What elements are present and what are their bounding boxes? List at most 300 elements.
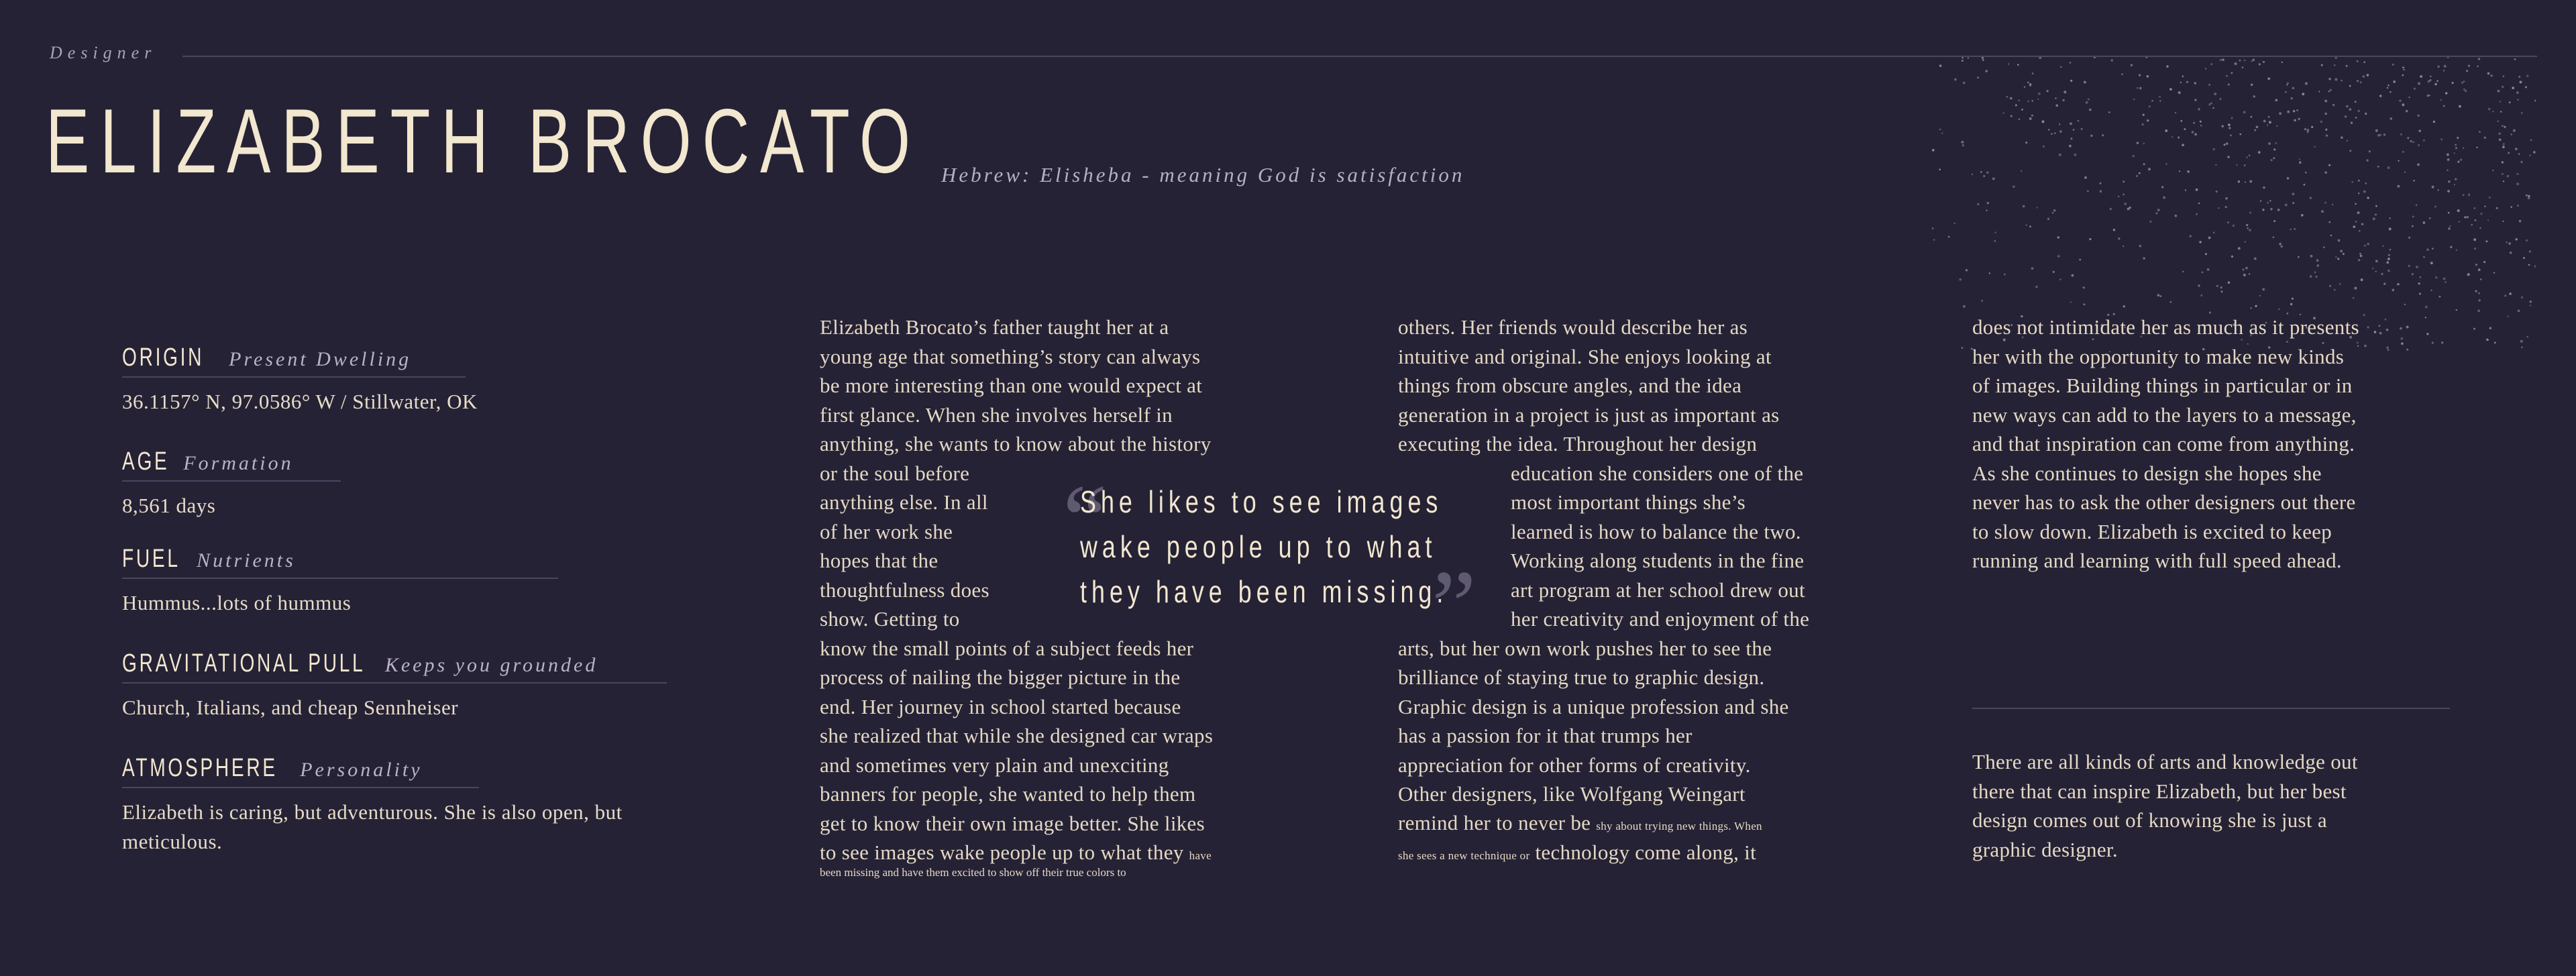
texture-dot xyxy=(2287,83,2289,85)
texture-dot xyxy=(2358,110,2360,112)
texture-dot xyxy=(2249,180,2252,183)
article-text-small: shy about trying new things. When xyxy=(1596,820,1762,832)
texture-dot xyxy=(2169,88,2172,91)
texture-dot xyxy=(2118,196,2119,197)
texture-dot xyxy=(2057,255,2059,257)
texture-dot xyxy=(2263,186,2265,189)
texture-dot xyxy=(2298,256,2300,258)
fact-value: Church, Italians, and cheap Sennheiser xyxy=(122,696,459,719)
texture-dot xyxy=(2063,91,2066,93)
texture-dot xyxy=(2529,155,2530,156)
texture-dot xyxy=(2413,180,2415,182)
texture-dot xyxy=(2148,168,2151,170)
close-quote-mark: ” xyxy=(1432,550,1477,661)
texture-dot xyxy=(2383,133,2385,135)
texture-dot xyxy=(2408,265,2410,267)
texture-dot xyxy=(2207,268,2210,271)
texture-dot xyxy=(2359,253,2361,255)
texture-dot xyxy=(2399,99,2402,102)
texture-dot xyxy=(2530,301,2532,303)
texture-dot xyxy=(2447,169,2448,170)
texture-dot xyxy=(2235,62,2237,65)
texture-dot xyxy=(2273,220,2275,222)
texture-dot xyxy=(2339,283,2341,284)
texture-dot xyxy=(1962,144,1965,147)
article-line: of her work she xyxy=(820,519,953,543)
texture-dot xyxy=(2494,342,2496,344)
article-line: does not intimidate her as much as it presents xyxy=(1972,315,2359,339)
texture-dot xyxy=(2149,221,2151,223)
texture-dot xyxy=(2306,129,2309,131)
texture-dot xyxy=(2208,237,2211,239)
texture-dot xyxy=(2280,245,2283,248)
texture-dot xyxy=(2517,205,2519,207)
texture-dot xyxy=(2269,200,2271,201)
texture-dot xyxy=(2185,189,2186,191)
texture-dot xyxy=(2432,341,2434,343)
texture-dot xyxy=(2503,180,2504,182)
texture-dot xyxy=(1932,149,1935,152)
fact-rule xyxy=(122,578,558,579)
texture-dot xyxy=(2390,117,2392,119)
texture-dot xyxy=(2489,327,2491,329)
texture-dot xyxy=(2430,76,2431,77)
texture-dot xyxy=(2251,84,2253,86)
article-line: appreciation for other forms of creativity. xyxy=(1398,753,1751,777)
texture-dot xyxy=(2079,259,2081,261)
texture-dot xyxy=(2225,197,2228,200)
texture-dot xyxy=(2479,227,2481,229)
texture-dot xyxy=(2507,175,2509,177)
texture-dot xyxy=(2231,117,2233,119)
texture-dot xyxy=(2142,123,2144,125)
texture-dot xyxy=(2247,227,2249,229)
texture-dot xyxy=(2448,180,2450,182)
texture-dot xyxy=(2454,184,2455,185)
texture-dot xyxy=(2329,285,2331,287)
texture-dot xyxy=(2037,207,2038,208)
texture-dot xyxy=(2349,108,2351,111)
texture-dot xyxy=(2456,250,2457,251)
texture-dot xyxy=(2471,224,2473,226)
texture-dot xyxy=(2412,225,2414,227)
texture-dot xyxy=(2498,121,2499,122)
texture-dot xyxy=(2363,61,2365,63)
texture-dot xyxy=(2426,333,2428,335)
texture-dot xyxy=(2216,285,2218,287)
texture-dot xyxy=(2397,283,2399,285)
article-line: there that can inspire Elizabeth, but her best xyxy=(1972,779,2347,803)
texture-dot xyxy=(2525,86,2527,88)
article-line: thoughtfulness does xyxy=(820,578,989,602)
texture-dot xyxy=(2457,137,2459,139)
texture-dot xyxy=(2242,66,2244,68)
texture-dot xyxy=(2250,307,2252,309)
texture-dot xyxy=(2184,128,2186,130)
texture-dot xyxy=(2530,305,2531,306)
open-quote-mark: “ xyxy=(1063,464,1108,576)
texture-dot xyxy=(2139,245,2142,248)
texture-dot xyxy=(2245,267,2248,270)
texture-dot xyxy=(2485,240,2487,242)
texture-dot xyxy=(2417,163,2420,166)
texture-dot xyxy=(2467,273,2470,276)
texture-dot xyxy=(2110,59,2113,62)
texture-dot xyxy=(2249,229,2251,231)
texture-dot xyxy=(2432,248,2434,250)
texture-dot xyxy=(2202,271,2204,273)
texture-dot xyxy=(2523,257,2525,259)
texture-dot xyxy=(2359,230,2361,232)
texture-dot xyxy=(2253,95,2255,97)
texture-dot xyxy=(2509,101,2511,103)
texture-dot xyxy=(2292,298,2294,300)
article-line: generation in a project is just as important as xyxy=(1398,402,1780,427)
texture-dot xyxy=(1982,57,1984,59)
texture-dot xyxy=(2290,303,2293,306)
texture-dot xyxy=(2137,142,2139,144)
texture-dot xyxy=(2429,79,2431,81)
texture-dot xyxy=(2299,158,2300,160)
texture-dot xyxy=(2448,227,2451,230)
texture-dot xyxy=(2420,276,2422,278)
texture-dot xyxy=(2329,89,2331,91)
texture-dot xyxy=(2492,111,2493,112)
texture-dot xyxy=(2526,75,2528,77)
texture-dot xyxy=(1981,300,1983,302)
texture-dot xyxy=(2215,164,2216,166)
texture-dot xyxy=(1948,236,1950,238)
texture-dot xyxy=(2083,303,2085,305)
texture-dot xyxy=(2249,273,2251,275)
article-line: running and learning with full speed ahead. xyxy=(1972,549,2342,572)
texture-dot xyxy=(2474,248,2476,250)
article-line: be more interesting than one would expect at xyxy=(820,374,1203,397)
fact-rule xyxy=(122,480,341,482)
name-meaning: Hebrew: Elisheba - meaning God is satisfaction xyxy=(941,163,1465,186)
texture-dot xyxy=(2029,83,2031,85)
texture-dot xyxy=(2335,256,2337,258)
texture-dot xyxy=(1986,210,1987,211)
article-line: end. Her journey in school started because xyxy=(820,694,1181,718)
texture-dot xyxy=(2502,173,2504,175)
texture-dot xyxy=(2443,70,2445,71)
texture-dot xyxy=(2282,62,2283,63)
texture-dot xyxy=(2528,195,2530,197)
texture-dot xyxy=(2328,221,2330,223)
texture-dot xyxy=(2528,264,2530,266)
texture-dot xyxy=(2375,129,2378,132)
texture-dot xyxy=(2165,129,2167,132)
texture-dot xyxy=(2285,204,2288,207)
texture-dot xyxy=(2155,212,2157,214)
texture-dot xyxy=(2506,241,2507,243)
texture-dot xyxy=(2292,87,2295,90)
texture-dot xyxy=(1962,57,1963,58)
texture-dot xyxy=(2025,142,2027,144)
texture-dot xyxy=(2275,142,2276,144)
texture-dot xyxy=(2089,109,2092,111)
texture-dot xyxy=(2398,185,2400,188)
texture-dot xyxy=(2035,286,2038,288)
texture-dot xyxy=(2441,341,2443,343)
texture-dot xyxy=(2526,195,2528,197)
texture-dot xyxy=(2259,295,2261,296)
texture-dot xyxy=(2246,224,2248,226)
texture-dot xyxy=(1972,174,1973,175)
texture-dot xyxy=(2304,184,2306,186)
texture-dot xyxy=(2157,294,2160,296)
texture-dot xyxy=(2072,274,2074,277)
texture-dot xyxy=(2029,225,2031,227)
texture-dot xyxy=(2246,156,2247,158)
texture-dot xyxy=(2487,72,2490,75)
texture-dot xyxy=(2324,113,2327,115)
texture-dot xyxy=(2504,294,2506,296)
texture-dot xyxy=(2090,135,2092,137)
article-line: others. Her friends would describe her as xyxy=(1398,315,1748,339)
texture-dot xyxy=(2326,135,2328,137)
article-line: and that inspiration can come from anything. xyxy=(1972,432,2355,455)
texture-dot xyxy=(2389,227,2392,230)
texture-dot xyxy=(2305,83,2308,85)
texture-dot xyxy=(2227,156,2229,158)
texture-dot xyxy=(2346,105,2349,108)
texture-dot xyxy=(2296,109,2298,111)
texture-dot xyxy=(2125,203,2127,205)
texture-dot xyxy=(2412,273,2414,275)
texture-dot xyxy=(2021,170,2022,172)
texture-dot xyxy=(1963,305,1966,308)
article-line: Other designers, like Wolfgang Weingart xyxy=(1398,782,1746,806)
texture-dot xyxy=(2340,250,2343,253)
texture-dot xyxy=(2334,78,2337,81)
texture-dot xyxy=(2323,246,2325,248)
texture-dot xyxy=(2031,100,2033,102)
texture-dot xyxy=(2316,259,2319,262)
article-line: has a passion for it that trumps her xyxy=(1398,724,1693,747)
texture-dot xyxy=(2517,173,2519,175)
texture-dot xyxy=(2463,194,2465,196)
texture-dot xyxy=(2123,193,2125,195)
texture-dot xyxy=(2502,221,2504,222)
texture-dot xyxy=(2365,182,2367,184)
texture-dot xyxy=(2273,236,2275,238)
texture-dot xyxy=(2503,76,2504,77)
texture-dot xyxy=(2367,326,2369,328)
texture-dot xyxy=(2330,235,2332,237)
texture-dot xyxy=(2499,138,2502,141)
texture-dot xyxy=(2032,72,2034,74)
dot-texture-decoration xyxy=(1932,57,2536,352)
texture-dot xyxy=(2304,128,2306,130)
texture-dot xyxy=(2244,164,2246,166)
texture-dot xyxy=(2175,112,2176,113)
texture-dot xyxy=(2500,101,2502,103)
texture-dot xyxy=(2267,202,2268,203)
texture-dot xyxy=(2430,262,2433,264)
texture-dot xyxy=(2386,261,2389,264)
texture-dot xyxy=(2425,317,2426,318)
texture-dot xyxy=(2070,123,2072,125)
texture-dot xyxy=(2349,150,2351,152)
texture-dot xyxy=(2435,276,2437,278)
texture-dot xyxy=(2321,210,2324,213)
texture-dot xyxy=(2031,267,2034,270)
texture-dot xyxy=(2006,96,2008,98)
texture-dot xyxy=(2476,147,2477,148)
texture-dot xyxy=(2291,97,2293,99)
texture-dot xyxy=(2186,81,2188,83)
texture-dot xyxy=(2118,237,2120,239)
texture-dot xyxy=(2328,78,2330,80)
texture-dot xyxy=(2455,147,2457,149)
texture-dot xyxy=(1939,64,1942,67)
texture-dot xyxy=(2504,126,2506,128)
texture-dot xyxy=(2402,66,2404,68)
texture-dot xyxy=(2416,266,2418,268)
article-line: brilliance of staying true to graphic design. xyxy=(1398,665,1765,689)
texture-dot xyxy=(2074,154,2077,156)
texture-dot xyxy=(2496,207,2498,210)
texture-dot xyxy=(2403,69,2404,70)
texture-dot xyxy=(1980,171,1982,173)
texture-dot xyxy=(2260,200,2261,201)
texture-dot xyxy=(2127,208,2130,211)
texture-dot xyxy=(2042,120,2045,123)
texture-dot xyxy=(2439,296,2441,298)
texture-dot xyxy=(2200,121,2202,123)
texture-dot xyxy=(2417,115,2419,117)
texture-dot xyxy=(1986,171,1989,174)
fact-value: 36.1157° N, 97.0586° W / Stillwater, OK xyxy=(122,390,478,413)
texture-dot xyxy=(2305,172,2307,174)
texture-dot xyxy=(2402,151,2404,152)
texture-dot xyxy=(2387,258,2390,260)
texture-dot xyxy=(2230,134,2232,136)
texture-dot xyxy=(2390,91,2392,93)
texture-dot xyxy=(2267,124,2268,125)
texture-dot xyxy=(2465,90,2467,92)
texture-dot xyxy=(2253,59,2255,62)
texture-dot xyxy=(2463,89,2465,91)
texture-dot xyxy=(2178,91,2181,94)
texture-dot xyxy=(2301,214,2304,217)
texture-dot xyxy=(2383,283,2385,285)
texture-dot xyxy=(2133,99,2135,101)
fact-sublabel: Formation xyxy=(183,452,294,474)
fact-atmosphere xyxy=(122,754,712,857)
texture-dot xyxy=(2078,120,2080,122)
texture-dot xyxy=(2520,340,2523,343)
texture-dot xyxy=(2294,228,2296,230)
texture-dot xyxy=(2444,65,2447,68)
texture-dot xyxy=(2239,133,2241,135)
texture-dot xyxy=(2407,137,2409,139)
texture-dot xyxy=(2228,123,2231,126)
fact-sublabel: Nutrients xyxy=(197,549,296,572)
texture-dot xyxy=(2279,243,2282,246)
texture-dot xyxy=(2449,225,2451,227)
texture-dot xyxy=(2367,243,2369,246)
texture-dot xyxy=(2375,271,2377,272)
texture-dot xyxy=(1939,168,1941,170)
texture-dot xyxy=(2332,104,2334,106)
article-column-2-line-a xyxy=(1398,808,1762,838)
texture-dot xyxy=(2192,131,2194,133)
texture-dot xyxy=(2243,111,2246,113)
texture-dot xyxy=(1994,240,1996,241)
texture-dot xyxy=(2236,164,2237,166)
texture-dot xyxy=(2357,345,2359,347)
fact-age xyxy=(122,447,341,521)
texture-dot xyxy=(2475,264,2477,266)
article-line: process of nailing the bigger picture in the xyxy=(820,665,1181,689)
texture-dot xyxy=(2387,349,2389,351)
article-line: to slow down. Elizabeth is excited to keep xyxy=(1972,519,2332,543)
texture-dot xyxy=(2161,186,2163,188)
texture-dot xyxy=(2292,193,2294,195)
texture-dot xyxy=(2268,78,2271,80)
texture-dot xyxy=(2483,137,2486,140)
texture-dot xyxy=(2479,131,2480,132)
texture-dot xyxy=(2010,97,2012,99)
texture-dot xyxy=(2511,133,2513,135)
texture-dot xyxy=(2100,190,2102,193)
texture-dot xyxy=(2358,180,2360,182)
texture-dot xyxy=(2510,206,2512,208)
texture-dot xyxy=(2487,219,2489,221)
article-line: and sometimes very plain and unexciting xyxy=(820,753,1169,777)
texture-dot xyxy=(2046,90,2048,92)
texture-dot xyxy=(2406,349,2408,351)
article-column-1-tail: been missing and have them excited to show off their true colors to xyxy=(820,866,1126,879)
texture-dot xyxy=(2180,82,2182,83)
texture-dot xyxy=(2070,138,2072,140)
texture-dot xyxy=(2457,209,2460,212)
texture-dot xyxy=(2151,100,2153,101)
texture-dot xyxy=(2477,309,2480,312)
article-line: young age that something’s story can always xyxy=(820,344,1201,368)
texture-dot xyxy=(2231,256,2233,258)
texture-dot xyxy=(2321,64,2323,66)
texture-dot xyxy=(2196,188,2198,191)
texture-dot xyxy=(2466,70,2468,72)
texture-dot xyxy=(2390,249,2392,251)
texture-dot xyxy=(2243,269,2245,271)
article-line: intuitive and original. She enjoys looking at xyxy=(1398,344,1772,368)
texture-dot xyxy=(2498,132,2501,135)
texture-dot xyxy=(2410,140,2412,142)
texture-dot xyxy=(2251,116,2253,118)
texture-dot xyxy=(2521,347,2522,348)
texture-dot xyxy=(2210,103,2212,105)
pull-quote-line: they have been missing. xyxy=(1080,574,1448,609)
texture-dot xyxy=(1933,239,1935,240)
texture-dot xyxy=(2487,339,2489,341)
texture-dot xyxy=(2233,225,2235,227)
fact-label: ATMOSPHERE xyxy=(122,754,278,782)
texture-dot xyxy=(2401,342,2404,345)
texture-dot xyxy=(2518,153,2520,154)
texture-dot xyxy=(2089,238,2091,240)
texture-dot xyxy=(2302,93,2304,95)
texture-dot xyxy=(2484,205,2486,207)
texture-dot xyxy=(2228,83,2230,85)
texture-dot xyxy=(2443,105,2445,107)
texture-dot xyxy=(2440,138,2443,140)
texture-dot xyxy=(2366,159,2368,161)
